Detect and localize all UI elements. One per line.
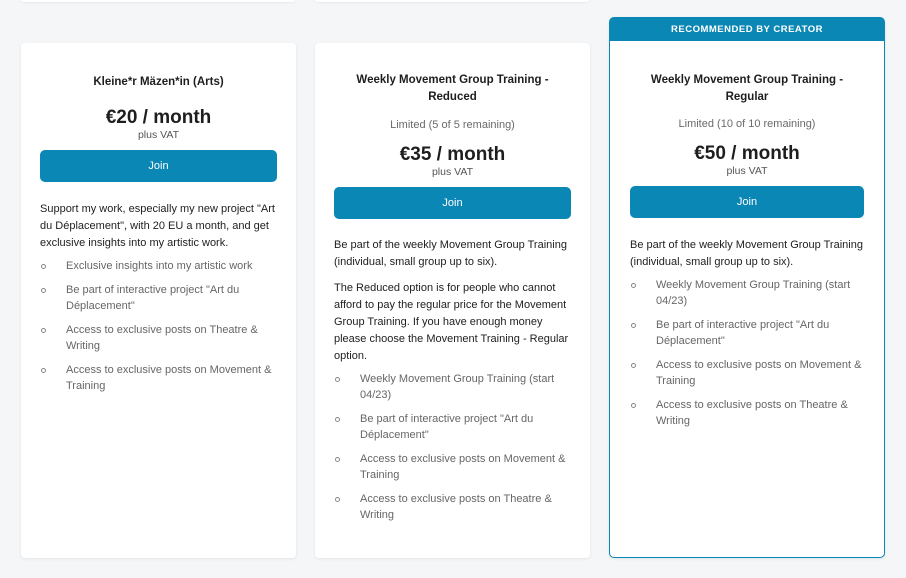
plan-description: [40, 201, 277, 252]
plan-vat: plus VAT: [137, 129, 180, 141]
feature-item: Be part of interactive project "Art du Déplacement": [40, 282, 277, 314]
plan-price: €20 / month: [105, 107, 212, 128]
feature-list: [40, 258, 277, 394]
bullet-icon: [631, 403, 636, 408]
feature-item: Access to exclusive posts on Movement & Training: [630, 357, 864, 389]
plan-vat: plus VAT: [431, 166, 474, 178]
plan-card-regular: [609, 17, 885, 558]
feature-item: Weekly Movement Group Training (start 04/23): [630, 277, 864, 309]
plan-price: €50 / month: [694, 143, 800, 164]
plan-card-mazen: [21, 43, 296, 558]
bullet-icon: [335, 377, 340, 382]
bullet-icon: [335, 497, 340, 502]
bullet-icon: [41, 288, 46, 293]
feature-item: Access to exclusive posts on Theatre & Writing: [334, 491, 571, 523]
plan-title: Weekly Movement Group Training - Reduced: [356, 74, 549, 103]
description-paragraph: The Reduced option is for people who cannot afford to pay the regular price for the Movement Group Training. If you have enough money please choose the Movement Training - Regular option.: [334, 282, 569, 362]
bullet-icon: [335, 417, 340, 422]
join-button[interactable]: Join: [630, 186, 864, 218]
bullet-icon: [41, 264, 46, 269]
previous-card-edge: [20, 0, 296, 2]
bullet-icon: [41, 328, 46, 333]
plan-description: [630, 237, 864, 271]
feature-item: Access to exclusive posts on Theatre & Writing: [630, 397, 864, 429]
join-button[interactable]: Join: [40, 150, 277, 182]
feature-item: Be part of interactive project "Art du Déplacement": [630, 317, 864, 349]
feature-list: [630, 277, 864, 429]
plan-title: Weekly Movement Group Training - Regular: [650, 74, 844, 103]
bullet-icon: [631, 323, 636, 328]
plan-limited: Limited (10 of 10 remaining): [678, 118, 816, 130]
previous-card-edge: [314, 0, 590, 2]
plan-limited: Limited (5 of 5 remaining): [390, 119, 515, 131]
feature-item: Access to exclusive posts on Movement & Training: [334, 451, 571, 483]
description-paragraph: Be part of the weekly Movement Group Training (individual, small group up to six).: [630, 239, 863, 268]
feature-item: Be part of interactive project "Art du Déplacement": [334, 411, 571, 443]
plan-price: €35 / month: [399, 144, 506, 165]
description-paragraph: Support my work, especially my new project "Art du Déplacement", with 20 EU a month, and get exclusive insights into my artistic work.: [40, 203, 275, 249]
feature-list: [334, 371, 571, 523]
bullet-icon: [631, 283, 636, 288]
plan-title: Kleine*r Mäzen*in (Arts): [93, 76, 224, 88]
feature-item: Access to exclusive posts on Theatre & Writing: [40, 322, 277, 354]
feature-item: Access to exclusive posts on Movement & Training: [40, 362, 277, 394]
join-button[interactable]: Join: [334, 187, 571, 219]
plan-card-reduced: [315, 43, 590, 558]
bullet-icon: [631, 363, 636, 368]
plan-description: [334, 237, 571, 365]
plan-vat: plus VAT: [726, 165, 768, 177]
description-paragraph: Be part of the weekly Movement Group Training (individual, small group up to six).: [334, 239, 567, 268]
recommended-banner: RECOMMENDED BY CREATOR: [610, 18, 884, 41]
feature-item: Weekly Movement Group Training (start 04/23): [334, 371, 571, 403]
feature-item: Exclusive insights into my artistic work: [40, 258, 277, 274]
bullet-icon: [41, 368, 46, 373]
bullet-icon: [335, 457, 340, 462]
